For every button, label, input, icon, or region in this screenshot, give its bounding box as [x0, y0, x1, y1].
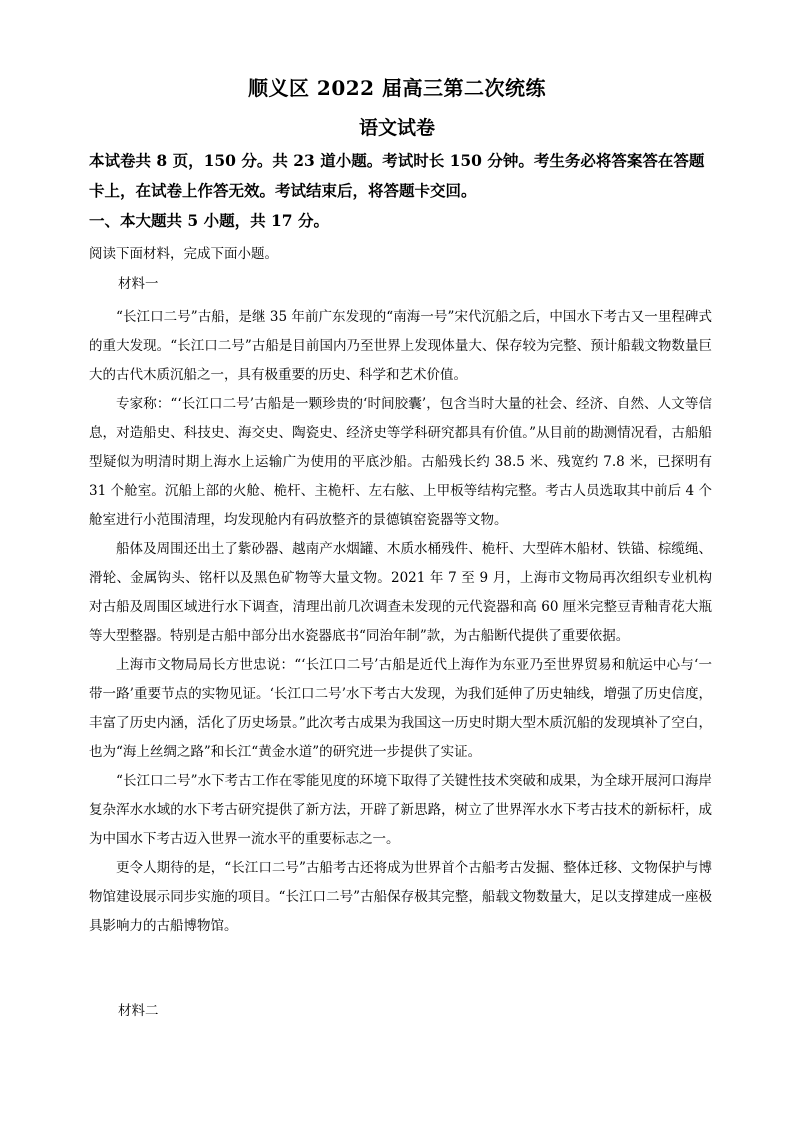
section-heading: 一、本大题共 5 小题，共 17 分。 — [89, 211, 329, 230]
paragraph: 船体及周围还出土了紫砂器、越南产水烟罐、木质水桶残件、桅杆、大型砗木船材、铁锚、棕缆绳、滑轮、金属钩头、铭杆以及黑色矿物等大量文物。2021 年 7 至 9 月，上海市文物局再次组织专业机构对古船及周围区域进行水下调查，清理出前几次调查未发现的元代瓷器和高 60 厘米完整豆青釉青花大瓶等大型整器。特别是古船中部分出水瓷器底书“同治年制”款，为古船断代提供了重要依据。 — [89, 541, 712, 644]
exam-subtitle: 语文试卷 — [358, 117, 435, 139]
material-one-label: 材料一 — [118, 276, 159, 292]
paragraph: 专家称：“‘长江口二号’古船是一颗珍贵的‘时间胶囊’，包含当时大量的社会、经济、自然、人文等信息，对造船史、科技史、海交史、陶瓷史、经济史等学科研究都具有价值。”从目前的勘测情况看，古船船型疑似为明清时期上海水上运输广为使用的平底沙船。古船残长约 38.5 米、残宽约 7.8 米，已探明有 31 个舱室。沉船上部的火舱、桅杆、主桅杆、左右舷、上甲板等结构完整。考古人员选取其中前后 4 个舱室进行小范围清理，均发现舱内有码放整齐的景德镇窑瓷器等文物。 — [89, 396, 712, 528]
paragraph: 更令人期待的是，“长江口二号”古船考古还将成为世界首个古船考古发掘、整体迁移、文物保护与博物馆建设展示同步实施的项目。“长江口二号”古船保存极其完整，船载文物数量大，足以支撑建成一座极具影响力的古船博物馆。 — [89, 860, 712, 934]
material-two-label: 材料二 — [118, 1003, 159, 1019]
material-one-body — [89, 303, 712, 941]
reading-instruction: 阅读下面材料，完成下面小题。 — [89, 246, 278, 262]
paragraph: “长江口二号”水下考古工作在零能见度的环境下取得了关键性技术突破和成果，为全球开展河口海岸复杂浑水水域的水下考古研究提供了新方法，开辟了新思路，树立了世界浑水水下考古技术的新标杆，成为中国水下考古迈入世界一流水平的重要标志之一。 — [89, 773, 712, 847]
paragraph: “长江口二号”古船，是继 35 年前广东发现的“南海一号”宋代沉船之后，中国水下考古又一里程碑式的重大发现。“长江口二号”古船是目前国内乃至世界上发现体量大、保存较为完整、预计船载文物数量巨大的古代木质沉船之一，具有极重要的历史、科学和艺术价值。 — [89, 309, 712, 383]
exam-instructions: 本试卷共 8 页，150 分。共 23 道小题。考试时长 150 分钟。考生务必将答案答在答题卡上，在试卷上作答无效。考试结束后，将答题卡交回。 — [89, 151, 705, 200]
paragraph: 上海市文物局局长方世忠说：“‘长江口二号’古船是近代上海作为东亚乃至世界贸易和航运中心与‘一带一路’重要节点的实物见证。‘长江口二号’水下考古大发现，为我们延伸了历史轴线，增强了历史信度，丰富了历史内涵，活化了历史场景。”此次考古成果为我国这一历史时期大型木质沉船的发现填补了空白，也为“海上丝绸之路”和长江“黄金水道”的研究进一步提供了实证。 — [89, 657, 712, 760]
exam-title: 顺义区 2022 届高三第二次统练 — [247, 76, 547, 100]
